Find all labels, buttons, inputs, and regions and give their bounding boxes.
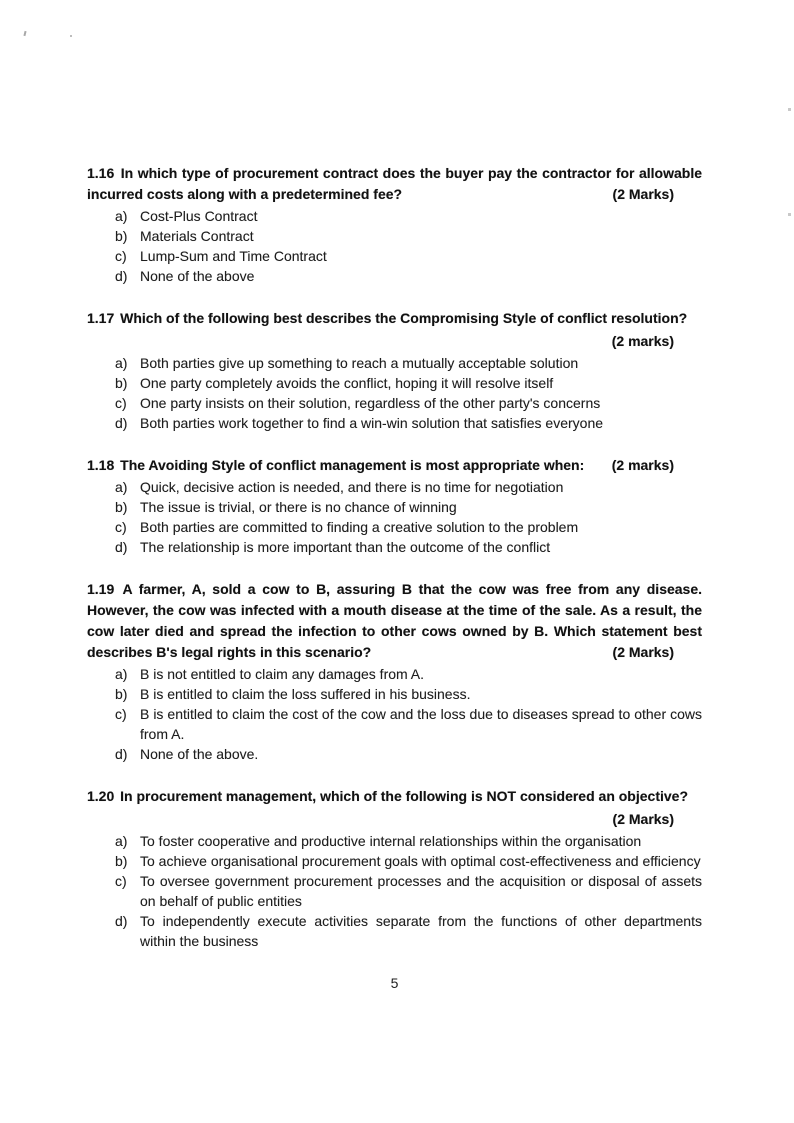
option-letter: d) (115, 913, 128, 929)
question-number: 1.19 (87, 581, 115, 597)
option-d (87, 744, 702, 764)
option-b (87, 684, 702, 704)
option-a (87, 477, 702, 497)
option-letter: b) (115, 375, 128, 391)
question-1-19 (87, 579, 702, 764)
option-letter: b) (115, 853, 128, 869)
question-heading (87, 308, 702, 329)
options-list (87, 831, 702, 951)
option-text: B is entitled to claim the loss suffered in his business. (140, 686, 471, 702)
marks-label: (2 marks) (611, 457, 674, 473)
question-number: 1.17 (87, 310, 115, 326)
option-b (87, 373, 702, 393)
question-1-17 (87, 308, 702, 433)
options-list (87, 353, 702, 433)
option-letter: d) (115, 539, 128, 555)
option-d (87, 911, 702, 951)
option-letter: c) (115, 706, 127, 722)
scan-artifact (70, 35, 72, 37)
question-1-18 (87, 455, 702, 557)
option-text: Quick, decisive action is needed, and there is no time for negotiation (140, 479, 564, 495)
option-text: B is not entitled to claim any damages from A. (140, 666, 425, 682)
option-text: To oversee government procurement processes and the acquisition or disposal of assets on behalf of public entities (140, 873, 702, 909)
option-text: Both parties are committed to finding a creative solution to the problem (140, 519, 579, 535)
option-a (87, 353, 702, 373)
option-letter: a) (115, 833, 128, 849)
options-list (87, 477, 702, 557)
option-text: Both parties work together to find a win-win solution that satisfies everyone (140, 415, 604, 431)
option-text: Lump-Sum and Time Contract (140, 248, 327, 264)
options-list (87, 206, 702, 286)
question-heading (87, 579, 702, 663)
option-b (87, 226, 702, 246)
option-text: The relationship is more important than the outcome of the conflict (140, 539, 551, 555)
option-letter: c) (115, 248, 127, 264)
question-text: A farmer, A, sold a cow to B, assuring B that the cow was free from any disease. However, the cow was infected with a mouth disease at the time of the sale. As a result, the cow later died and spread the infection to other cows owned by B. Which statement best describes B's legal rights in this scenario? (87, 581, 703, 660)
questions-list (87, 163, 702, 993)
option-text: One party completely avoids the conflict, hoping it will resolve itself (140, 375, 554, 391)
option-letter: d) (115, 746, 128, 762)
option-letter: a) (115, 355, 128, 371)
option-letter: c) (115, 873, 127, 889)
question-number: 1.18 (87, 457, 115, 473)
question-text: The Avoiding Style of conflict management is most appropriate when: (120, 457, 585, 473)
option-letter: c) (115, 519, 127, 535)
question-number: 1.20 (87, 788, 115, 804)
question-text: In procurement management, which of the following is NOT considered an objective? (120, 788, 688, 804)
option-text: Both parties give up something to reach a mutually acceptable solution (140, 355, 579, 371)
option-b (87, 851, 702, 871)
option-text: B is entitled to claim the cost of the cow and the loss due to diseases spread to other cows from A. (140, 706, 702, 742)
marks-label: (2 Marks) (612, 644, 674, 660)
option-a (87, 831, 702, 851)
option-text: Materials Contract (140, 228, 254, 244)
question-heading (87, 786, 702, 807)
question-heading (87, 163, 702, 205)
question-number: 1.16 (87, 165, 115, 181)
option-text: None of the above (140, 268, 255, 284)
question-1-20 (87, 786, 702, 951)
option-c (87, 246, 702, 266)
question-text: In which type of procurement contract does the buyer pay the contractor for allowable incurred costs along with a predetermined fee? (87, 165, 702, 202)
option-b (87, 497, 702, 517)
option-d (87, 413, 702, 433)
option-c (87, 871, 702, 911)
option-letter: a) (115, 666, 128, 682)
option-letter: a) (115, 208, 128, 224)
marks-label: (2 Marks) (612, 811, 674, 827)
scan-artifact (788, 108, 791, 111)
option-text: To independently execute activities separate from the functions of other departments within the business (140, 913, 702, 949)
option-a (87, 206, 702, 226)
option-text: To achieve organisational procurement goals with optimal cost-effectiveness and efficiency (140, 853, 701, 869)
option-text: None of the above. (140, 746, 259, 762)
option-c (87, 704, 702, 744)
marks-label: (2 Marks) (612, 186, 674, 202)
option-text: Cost-Plus Contract (140, 208, 258, 224)
option-text: The issue is trivial, or there is no chance of winning (140, 499, 457, 515)
option-a (87, 664, 702, 684)
option-letter: b) (115, 499, 128, 515)
option-letter: d) (115, 415, 128, 431)
question-1-16 (87, 163, 702, 286)
page-number: 5 (390, 975, 399, 991)
question-text: Which of the following best describes the Compromising Style of conflict resolution? (120, 310, 688, 326)
option-letter: c) (115, 395, 127, 411)
option-d (87, 537, 702, 557)
option-c (87, 517, 702, 537)
option-d (87, 266, 702, 286)
option-letter: a) (115, 479, 128, 495)
option-c (87, 393, 702, 413)
option-text: To foster cooperative and productive internal relationships within the organisation (140, 833, 642, 849)
options-list (87, 664, 702, 764)
option-text: One party insists on their solution, regardless of the other party's concerns (140, 395, 601, 411)
question-heading (87, 455, 702, 476)
option-letter: d) (115, 268, 128, 284)
marks-label: (2 marks) (611, 333, 674, 349)
scan-artifact (788, 213, 791, 216)
scan-artifact (23, 31, 26, 36)
option-letter: b) (115, 686, 128, 702)
option-letter: b) (115, 228, 128, 244)
